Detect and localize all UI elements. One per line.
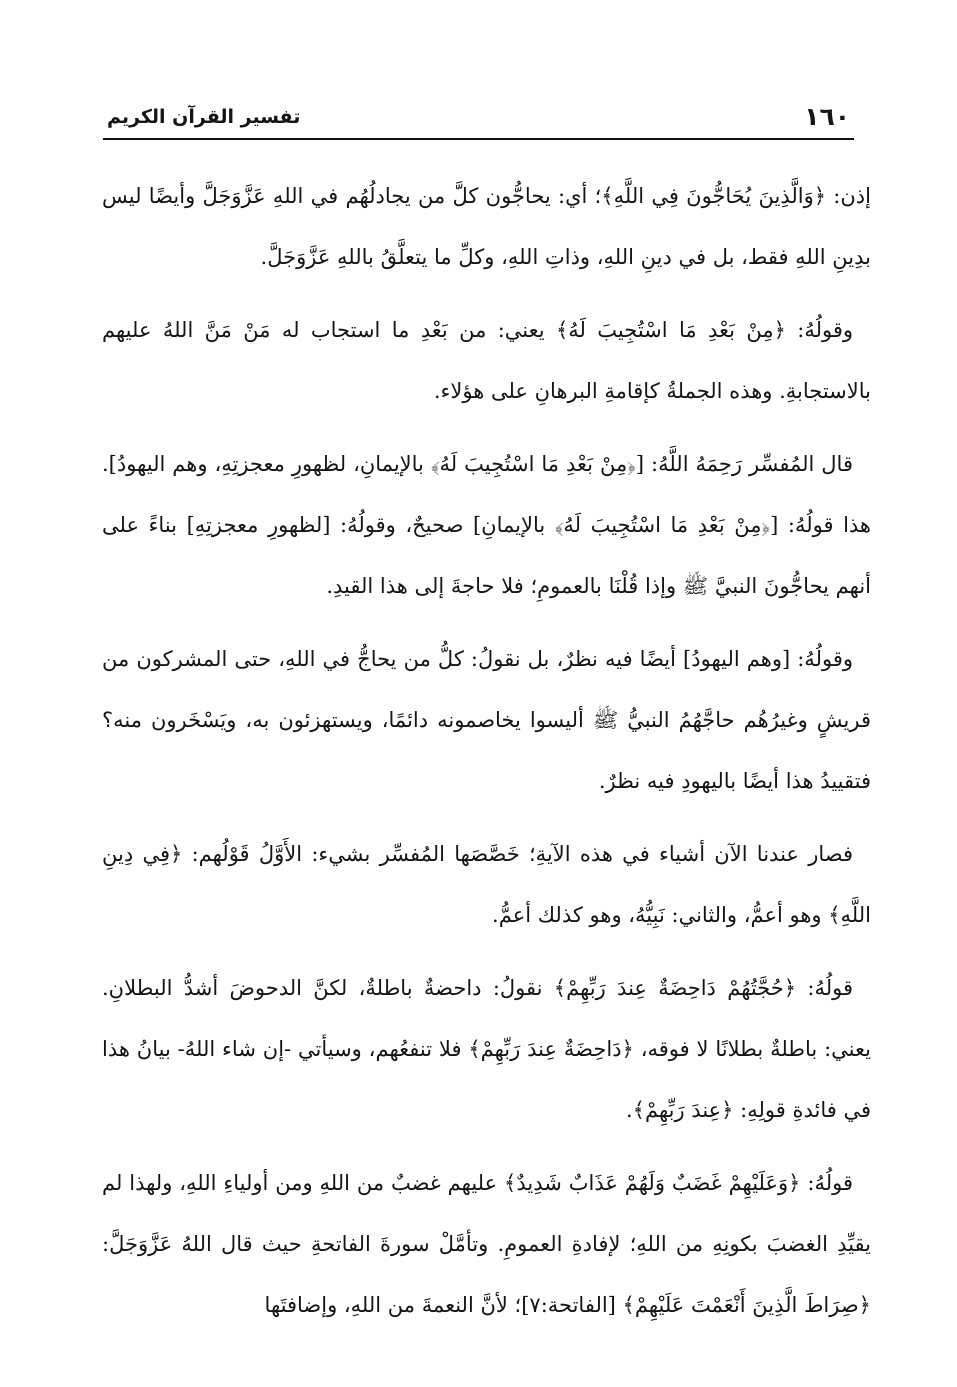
running-title: تفسير القرآن الكريم — [107, 106, 301, 128]
paragraph: قال المُفسِّر رَحِمَهُ اللَّهُ: [﴿مِنْ بَعْدِ مَا اسْتُجِيبَ لَهُ﴾ بالإيمانِ، لظهورِ معجزتِهِ، وهم اليهودُ]. هذا قولُهُ: [﴿مِنْ بَعْدِ مَا اسْتُجِيبَ لَهُ﴾ بالإيمانِ] صحيحٌ، وقولُهُ: [لظهورِ معجزتِهِ] بناءً على أنهم يحاجُّونَ النبيَّ ﷺ وإذا قُلْنَا بالعمومِ؛ فلا حاجةَ إلى هذا القيدِ. — [102, 452, 871, 598]
paragraph: وقولُهُ: ﴿مِنْ بَعْدِ مَا اسْتُجِيبَ لَهُ﴾ يعني: من بَعْدِ ما استجاب له مَنْ مَنَّ اللهُ عليهم بالاستجابةِ. وهذه الجملةُ كإقامةِ البرهانِ على هؤلاء. — [102, 318, 871, 403]
page-header — [105, 100, 852, 134]
paragraph: فصار عندنا الآن أشياء في هذه الآيةِ؛ خَصَّصَها المُفسِّر بشيء: الأَوَّلُ قَوْلُهم: ﴿فِي دِينِ اللَّهِ﴾ وهو أعمُّ، والثاني: نَبِيُّهُ، وهو كذلك أعمُّ. — [102, 842, 871, 927]
paragraph: قولُهُ: ﴿حُجَّتُهُمْ دَاحِضَةٌ عِندَ رَبِّهِمْ﴾ نقولُ: داحضةٌ باطلةٌ، لكنَّ الدحوضَ أشدُّ البطلانِ. يعني: باطلةٌ بطلانًا لا فوقه، ﴿دَاحِضَةٌ عِندَ رَبِّهِمْ﴾ فلا تنفعُهم، وسيأتي -إن شاء اللهُ- بيانُ هذا في فائدةِ قولِهِ: ﴿عِندَ رَبِّهِمْ﴾. — [102, 976, 871, 1122]
page-number: ١٦٠ — [804, 102, 850, 131]
paragraph: إذن: ﴿وَالَّذِينَ يُحَاجُّونَ فِي اللَّهِ﴾؛ أي: يحاجُّون كلَّ من يجادلُهُم في اللهِ عَزَّوَجَلَّ وأيضًا ليس بدِينِ اللهِ فقط، بل في دينِ اللهِ، وذاتِ اللهِ، وكلِّ ما يتعلَّقُ باللهِ عَزَّوَجَلَّ. — [102, 184, 871, 269]
paragraph: وقولُهُ: [وهم اليهودُ] أيضًا فيه نظرٌ، بل نقولُ: كلُّ من يحاجُّ في اللهِ، حتى المشركون من قريشٍ وغيرُهُم حاجَّهُمُ النبيُّ ﷺ أليسوا يخاصمونه دائمًا، ويستهزئون به، ويَسْخَرون منه؟ فتقييدُ هذا أيضًا باليهودِ فيه نظرٌ. — [102, 647, 871, 793]
header-divider — [103, 138, 854, 140]
page-body — [102, 166, 871, 1348]
paragraph: قولُهُ: ﴿وَعَلَيْهِمْ غَضَبٌ وَلَهُمْ عَذَابٌ شَدِيدٌ﴾ عليهم غضبٌ من اللهِ ومن أولياءِ اللهِ، ولهذا لم يقيِّدِ الغضبَ بكونِهِ من اللهِ؛ لإفادةِ العمومِ. وتأمَّلْ سورةَ الفاتحةِ حيث قال اللهُ عَزَّوَجَلَّ: ﴿صِرَاطَ الَّذِينَ أَنْعَمْتَ عَلَيْهِمْ﴾ [الفاتحة:٧]؛ لأنَّ النعمةَ من اللهِ، وإضافتَها — [102, 1171, 871, 1317]
